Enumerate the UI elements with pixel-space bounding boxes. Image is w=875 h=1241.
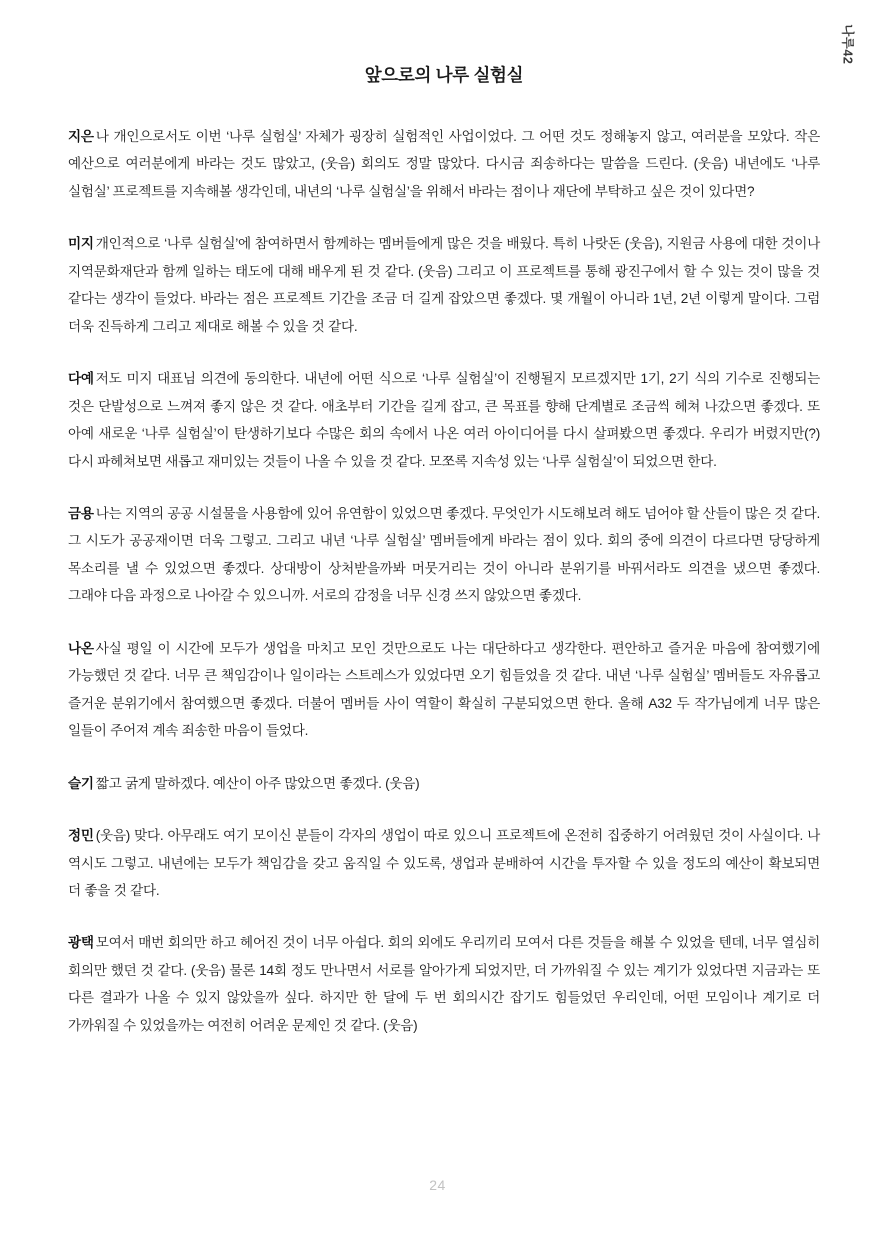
paragraph-text: 저도 미지 대표님 의견에 동의한다. 내년에 어떤 식으로 ‘나루 실험실’이 진행될지 모르겠지만 1기, 2기 식의 기수로 진행되는 것은 단발성으로 느껴져 좋지 않은 것 같다. 애초부터 기간을 길게 잡고, 큰 목표를 향해 단계별로 조금씩 헤쳐 나갔으면 좋겠다. 또 아예 새로운 ‘나루 실험실’이 탄생하기보다 수많은 회의 속에서 나온 여러 아이디어를 다시 살펴봤으면 좋겠다. 우리가 버렸지만(?) 다시 파헤쳐보면 새롭고 재미있는 것들이 나올 수 있을 것 같다. 모쪼록 지속성 있는 ‘나루 실험실’이 되었으면 한다. — [68, 371, 820, 469]
paragraph-text: (웃음) 맞다. 아무래도 여기 모이신 분들이 각자의 생업이 따로 있으니 프로젝트에 온전히 집중하기 어려웠던 것이 사실이다. 나 역시도 그렇고. 내년에는 모두가 책임감을 갖고 움직일 수 있도록, 생업과 분배하여 시간을 투자할 수 있을 정도의 예산이 확보되면 더 좋을 것 같다. — [68, 828, 820, 898]
speaker-name: 지은 — [68, 129, 94, 144]
page-title: 앞으로의 나루 실험실 — [364, 65, 524, 85]
speaker-name: 금용 — [68, 505, 94, 521]
speaker-name: 다예 — [68, 371, 94, 387]
speaker-name: 광택 — [68, 935, 94, 951]
paragraph-text: 모여서 매번 회의만 하고 헤어진 것이 너무 아쉽다. 회의 외에도 우리끼리 모여서 다른 것들을 해볼 수 있었을 텐데, 너무 열심히 회의만 했던 것 같다. (웃음) 물론 14회 정도 만나면서 서로를 알아가게 되었지만, 더 가까워질 수 있는 계기가 있었다면 지금과는 또 다른 결과가 나올 수 있지 않았을까 싶다. 하지만 한 달에 두 번 회의시간 잡기도 힘들었던 우리인데, 어떤 모임이나 계기로 더 가까워질 수 있었을까는 여전히 어려운 문제인 것 같다. (웃음) — [68, 935, 820, 1033]
running-head — [837, 14, 857, 84]
interview-paragraph — [68, 123, 820, 205]
speaker-name: 정민 — [68, 828, 94, 844]
paragraph-text: 사실 평일 이 시간에 모두가 생업을 마치고 모인 것만으로도 나는 대단하다고 생각한다. 편안하고 즐거운 마음에 참여했기에 가능했던 것 같다. 너무 큰 책임감이나 일이라는 스트레스가 있었다면 오기 힘들었을 것 같다. 내년 ‘나루 실험실’ 멤버들도 자유롭고 즐거운 분위기에서 참여했으면 좋겠다. 더불어 멤버들 사이 역할이 확실히 구분되었으면 한다. 올해 A32 두 작가님에게 너무 많은 일들이 주어져 계속 죄송한 마음이 들었다. — [68, 640, 820, 739]
interview-body — [68, 123, 820, 1039]
interview-paragraph — [68, 365, 820, 475]
interview-paragraph — [68, 770, 820, 797]
speaker-name: 슬기 — [68, 775, 94, 791]
interview-paragraph — [68, 500, 820, 610]
paragraph-text: 나는 지역의 공공 시설물을 사용함에 있어 유연함이 있었으면 좋겠다. 무엇인가 시도해보려 해도 넘어야 할 산들이 많은 것 같다. 그 시도가 공공재이면 더욱 그렇고. 그리고 내년 ‘나루 실험실’ 멤버들에게 바라는 점이 있다. 회의 중에 의견이 다르다면 당당하게 목소리를 낼 수 있었으면 좋겠다. 상대방이 상처받을까봐 머뭇거리는 것이 아니라 분위기를 바꿔서라도 의견을 냈으면 좋겠다. 그래야 다음 과정으로 나아갈 수 있으니까. 서로의 감정을 너무 신경 쓰지 않았으면 좋겠다. — [68, 505, 820, 604]
paragraph-text: 짧고 굵게 말하겠다. 예산이 아주 많았으면 좋겠다. (웃음) — [95, 775, 420, 791]
interview-paragraph — [68, 230, 820, 340]
page-content — [68, 0, 820, 1039]
running-head-label: 나루42 — [840, 24, 855, 65]
interview-paragraph — [68, 929, 820, 1039]
interview-paragraph — [68, 635, 820, 745]
speaker-name: 미지 — [68, 236, 94, 252]
interview-paragraph — [68, 822, 820, 904]
page-number: 24 — [429, 1177, 446, 1193]
paragraph-text: 나 개인으로서도 이번 ‘나루 실험실’ 자체가 굉장히 실험적인 사업이었다. 그 어떤 것도 정해놓지 않고, 여러분을 모았다. 작은 예산으로 여러분에게 바라는 것도 많았고, (웃음) 회의도 정말 많았다. 다시금 죄송하다는 말씀을 드린다. (웃음) 내년에도 ‘나루 실험실’ 프로젝트를 지속해볼 생각인데, 내년의 ‘나루 실험실’을 위해서 바라는 점이나 재단에 부탁하고 싶은 것이 있다면? — [68, 129, 820, 199]
speaker-name: 나온 — [68, 640, 94, 656]
paragraph-text: 개인적으로 ‘나루 실험실’에 참여하면서 함께하는 멤버들에게 많은 것을 배웠다. 특히 나랏돈 (웃음), 지원금 사용에 대한 것이나 지역문화재단과 함께 일하는 태도에 대해 배우게 된 것 같다. (웃음) 그리고 이 프로젝트를 통해 광진구에서 할 수 있는 것이 많을 것 같다는 생각이 들었다. 바라는 점은 프로젝트 기간을 조금 더 길게 잡았으면 좋겠다. 몇 개월이 아니라 1년, 2년 이렇게 말이다. 그럼 더욱 진득하게 그리고 제대로 해볼 수 있을 것 같다. — [68, 236, 820, 334]
